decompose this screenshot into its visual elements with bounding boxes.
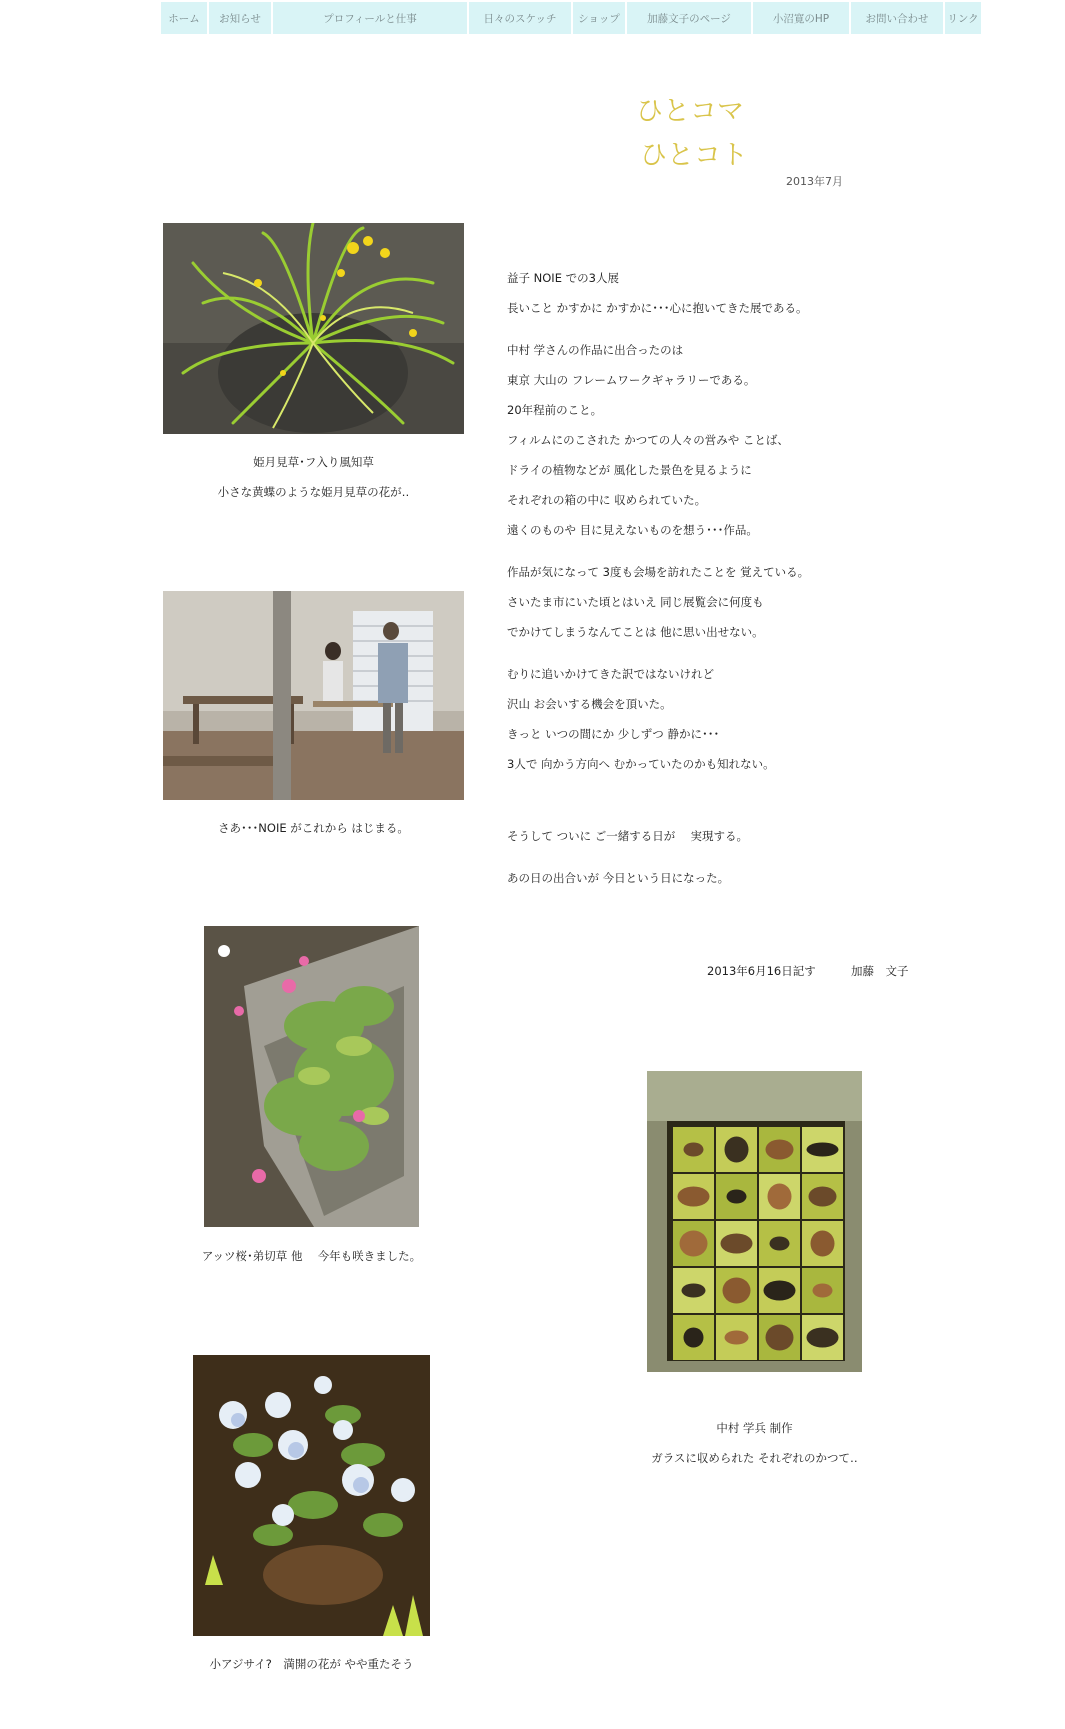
essay-line: それぞれの箱の中に 収められていた。 xyxy=(507,493,707,507)
glass-cell-object xyxy=(764,1281,796,1301)
essay-line: 東京 大山の フレームワークギャラリーである。 xyxy=(507,373,756,387)
glass-cell-object xyxy=(727,1190,747,1204)
glass-cell-object xyxy=(684,1143,704,1157)
nav-konuma-hp[interactable]: 小沼寛のHP xyxy=(753,2,849,34)
essay-line: フィルムにのこされた かつての人々の営みや ことば、 xyxy=(507,433,789,447)
photo-small-hydrangea xyxy=(193,1355,430,1636)
photo-noie-gallery xyxy=(163,591,464,800)
logo-line1: ひとコマ xyxy=(636,96,744,127)
essay-line: 長いこと かすかに かすかに･･･心に抱いてきた展である。 xyxy=(507,301,808,315)
caption-glass-line2: ガラスに収められた それぞれのかつて‥ xyxy=(651,1451,858,1465)
nav-news[interactable]: お知らせ xyxy=(209,2,271,34)
photo-hakone-grass-pot xyxy=(163,223,464,434)
caption-gallery: さあ･･･NOIE がこれから はじまる。 xyxy=(218,821,409,835)
site-logo xyxy=(636,90,776,180)
glass-cell-object xyxy=(807,1328,839,1348)
glass-cell-object xyxy=(768,1184,792,1210)
glass-cell-object xyxy=(682,1284,706,1298)
signature-name: 加藤 文子 xyxy=(851,964,909,978)
nav-sketch[interactable]: 日々のスケッチ xyxy=(469,2,571,34)
nav-fumiko-page[interactable]: 加藤文子のページ xyxy=(627,2,751,34)
top-nav xyxy=(161,2,983,34)
glass-cell-object xyxy=(809,1187,837,1207)
caption-grass-line1: 姫月見草･フ入り風知草 xyxy=(253,455,374,469)
photo-glass-frame-artwork xyxy=(647,1071,862,1372)
caption-atsuzakura: アッツ桜･弟切草 他 今年も咲きました。 xyxy=(201,1249,422,1263)
glass-cell-object xyxy=(678,1187,710,1207)
essay-line: さいたま市にいた頃とはいえ 同じ展覧会に何度も xyxy=(507,595,764,609)
glass-cell-object xyxy=(684,1328,704,1348)
essay-line: 20年程前のこと。 xyxy=(507,403,603,417)
glass-cell-object xyxy=(725,1331,749,1345)
essay-line: 沢山 お会いする機会を頂いた。 xyxy=(507,697,672,711)
nav-contact[interactable]: お問い合わせ xyxy=(851,2,943,34)
essay-line: 作品が気になって 3度も会場を訪れたことを 覚えている。 xyxy=(507,565,810,579)
logo-line2: ひとコト xyxy=(640,140,748,171)
glass-cell-object xyxy=(723,1278,751,1304)
essay-line: 益子 NOIE での3人展 xyxy=(507,271,619,285)
nav-profile[interactable]: プロフィールと仕事 xyxy=(273,2,467,34)
caption-glass-line1: 中村 学兵 制作 xyxy=(716,1421,793,1435)
glass-cell-object xyxy=(811,1231,835,1257)
issue-date: 2013年7月 xyxy=(786,175,843,188)
signature-date: 2013年6月16日記す xyxy=(707,964,816,978)
photo-atsuzakura-planter xyxy=(204,926,419,1227)
glass-cell-object xyxy=(725,1137,749,1163)
caption-grass-line2: 小さな黄蝶のような姫月見草の花が‥ xyxy=(217,485,410,499)
essay-line: でかけてしまうなんてことは 他に思い出せない。 xyxy=(507,625,764,639)
essay-line: そうして ついに ご一緒する日が 実現する。 xyxy=(507,829,748,843)
glass-cell-object xyxy=(680,1231,708,1257)
essay-line: 中村 学さんの作品に出合ったのは xyxy=(507,343,684,357)
glass-cell-object xyxy=(766,1140,794,1160)
nav-home[interactable]: ホーム xyxy=(161,2,207,34)
nav-shop[interactable]: ショップ xyxy=(573,2,625,34)
essay-line: 3人で 向かう方向へ むかっていたのかも知れない。 xyxy=(507,757,775,771)
essay-line: きっと いつの間にか 少しずつ 静かに･･･ xyxy=(507,727,720,741)
essay-line: ドライの植物などが 風化した景色を見るように xyxy=(507,463,752,477)
glass-cell-object xyxy=(807,1143,839,1157)
essay-line: むりに追いかけてきた訳ではないけれど xyxy=(507,667,714,681)
essay-line: 遠くのものや 目に見えないものを想う･･･作品。 xyxy=(507,523,758,537)
glass-cell-object xyxy=(721,1234,753,1254)
glass-cell-object xyxy=(766,1325,794,1351)
glass-cell-object xyxy=(813,1284,833,1298)
glass-cell-object xyxy=(770,1237,790,1251)
essay-line: あの日の出合いが 今日という日になった。 xyxy=(507,871,730,885)
caption-hydrangea: 小アジサイ? 満開の花が やや重たそう xyxy=(209,1657,414,1671)
nav-links[interactable]: リンク xyxy=(945,2,981,34)
